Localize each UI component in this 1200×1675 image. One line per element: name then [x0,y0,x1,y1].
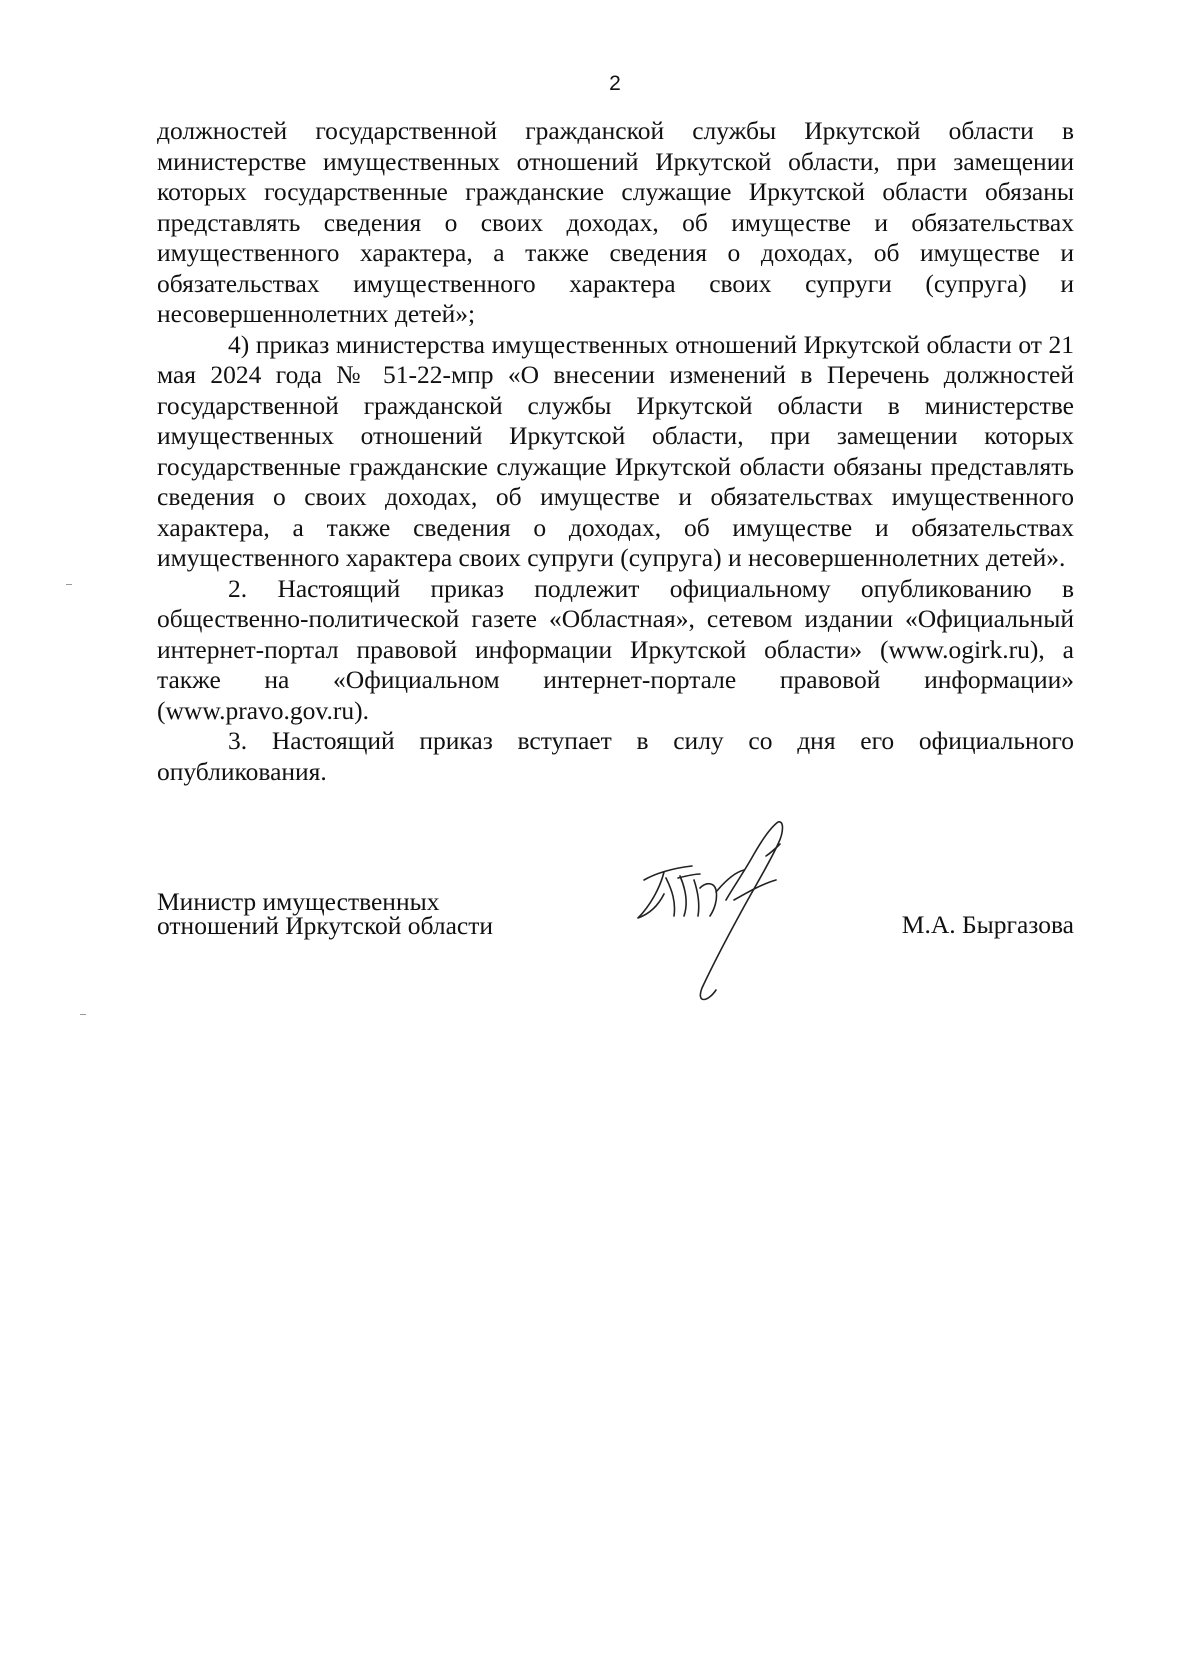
signatory-name: М.А. Быргазова [901,910,1074,939]
document-body [157,116,1074,787]
paragraph-entry-into-force: 3. Настоящий приказ вступает в силу со дня его официального опубликования. [157,726,1074,786]
paragraph-continuation: должностей государственной гражданской службы Иркутской области в министерстве имущественных отношений Иркутской области, при замещении которых государственные гражданские служащие Иркутской области обязаны представлять сведения о своих доходах, об имуществе и обязательствах имущественного характера, а также сведения о доходах, об имуществе и обязательствах имущественного характера своих супруги (супруга) и несовершеннолетних детей»; [157,116,1074,328]
paragraph-publication: 2. Настоящий приказ подлежит официальному опубликованию в общественно-политической газете «Областная», сетевом издании «Официальный интернет-портал правовой информации Иркутской области» (www.ogirk.ru), а также на «Официальном интернет-портале правовой информации» (www.pravo.gov.ru). [157,573,1074,725]
scan-speck [80,1014,86,1015]
signatory-title-line-1: Министр имущественных [157,887,440,916]
paragraph-item-4: 4) приказ министерства имущественных отношений Иркутской области от 21 мая 2024 года № 51-22-мпр «О внесении изменений в Перечень должностей государственной гражданской службы Иркутской области в министерстве имущественных отношений Иркутской области, при замещении которых государственные гражданские служащие Иркутской области обязаны представлять сведения о своих доходах, об имуществе и обязательствах имущественного характера, а также сведения о доходах, об имуществе и обязательствах имущественного характера своих супруги (супруга) и несовершеннолетних детей». [157,329,1074,572]
scan-speck [66,584,72,585]
signatory-title-line-2: отношений Иркутской области [157,911,494,940]
page-number: 2 [609,72,621,95]
handwritten-signature-icon [630,818,820,1018]
signatory-title [157,887,494,940]
signature-block [157,887,1074,1010]
